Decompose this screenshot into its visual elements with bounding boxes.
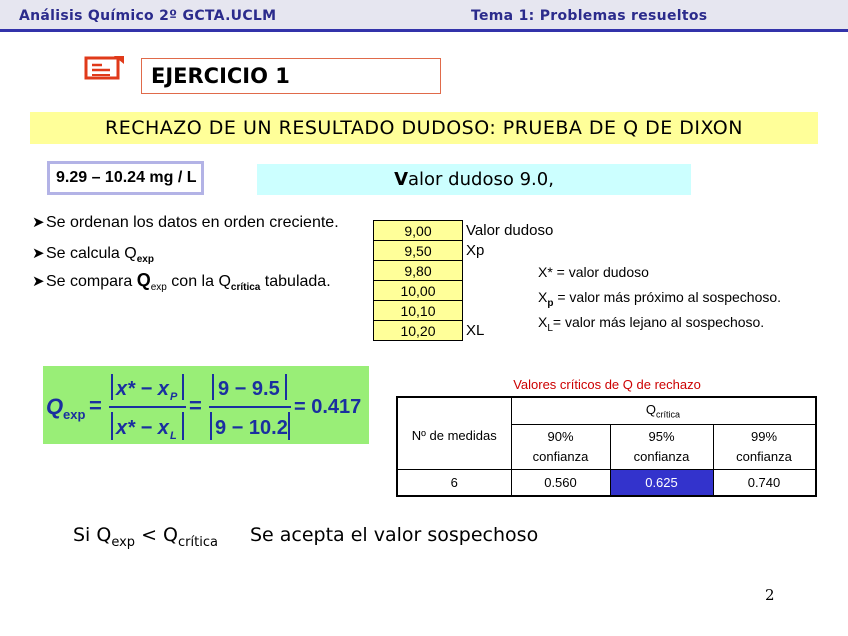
cell-q95: 0.625 (610, 470, 713, 497)
table-row (397, 470, 816, 497)
section-banner: RECHAZO DE UN RESULTADO DUDOSO: PRUEBA DE Q DE DIXON (30, 112, 818, 144)
data-label: Xp (466, 242, 485, 259)
dudoso-box (257, 164, 691, 195)
formula-den1-sub: L (170, 430, 177, 442)
formula-result: = 0.417 (294, 396, 362, 418)
q-critical-table (396, 396, 817, 497)
arrow-bullet-icon: ➤ (32, 214, 45, 231)
q-formula (43, 366, 369, 444)
page-number: 2 (765, 586, 775, 604)
note-3-post: = valor más lejano al sospechoso. (552, 314, 765, 330)
bullet-2 (32, 244, 154, 265)
conclusion-sub-exp: exp (111, 534, 136, 550)
data-value: 10,20 (374, 321, 463, 341)
svg-text:=: = (89, 393, 102, 418)
bullet-3-sub-exp: exp (150, 282, 167, 294)
q-table-title: Valores críticos de Q de rechazo (513, 377, 701, 392)
col-header-99 (713, 425, 816, 470)
conf-word: confianza (532, 449, 589, 464)
formula-num2: 9 − 9.5 (218, 378, 280, 400)
table-row (374, 221, 554, 241)
data-value: 10,10 (374, 301, 463, 321)
cell-n: 6 (397, 470, 511, 497)
bullet-1-text: Se ordenan los datos en orden creciente. (46, 214, 339, 231)
q-sub: crítica (656, 409, 681, 420)
note-1-text: X* = valor dudoso (538, 264, 649, 280)
formula-lhs: Q (46, 394, 64, 419)
conclusion-text: Se acepta el valor sospechoso (249, 524, 539, 546)
conf-pct: 95% (648, 429, 675, 444)
bullet-3-text: Se compara (46, 273, 137, 290)
note-2-post: = valor más próximo al sospechoso. (553, 289, 782, 305)
arrow-bullet-icon: ➤ (32, 245, 45, 262)
data-label: XL (466, 322, 485, 339)
note-xl (538, 314, 764, 334)
bullet-3-mid: con la Q (166, 273, 231, 290)
data-value: 9,80 (374, 261, 463, 281)
col-header-qcritica (511, 397, 816, 425)
formula-num1-sub: P (170, 391, 178, 403)
formula-lhs-sub: exp (63, 407, 86, 422)
cell-q90: 0.560 (511, 470, 610, 497)
table-row (374, 321, 554, 341)
bullet-3-q: Q (136, 270, 151, 290)
table-row (397, 397, 816, 425)
formula-num1: x* − x (116, 378, 169, 400)
formula-drawing (43, 366, 369, 444)
note-3-sub: L (547, 322, 553, 334)
bullet-2-sub: exp (136, 254, 154, 266)
table-row (374, 301, 554, 321)
conclusion-si: Si Q (73, 524, 112, 546)
data-value: 10,00 (374, 281, 463, 301)
bullet-2-text: Se calcula Q (46, 245, 137, 262)
note-3-text: X (538, 314, 548, 330)
table-row (374, 241, 554, 261)
bullet-3-sub-critica: crítica (230, 282, 261, 294)
bullet-3 (32, 270, 331, 293)
conf-pct: 99% (750, 429, 778, 444)
svg-text:=: = (189, 393, 202, 418)
table-row (374, 281, 554, 301)
conf-word: confianza (633, 449, 690, 464)
col-header-medidas: Nº de medidas (397, 397, 511, 470)
cell-q99: 0.740 (713, 470, 816, 497)
data-label: Valor dudoso (466, 222, 554, 239)
table-row (374, 261, 554, 281)
conf-pct: 90% (547, 429, 574, 444)
exercise-title: EJERCICIO 1 (141, 58, 441, 94)
note-2-text: X (538, 289, 548, 305)
bullet-1 (32, 213, 339, 232)
formula-den1: x* − x (116, 417, 169, 439)
header-topic: Tema 1: Problemas resueltos (471, 8, 708, 24)
data-value: 9,00 (374, 221, 463, 241)
data-table (373, 220, 554, 341)
formula-den2: 9 − 10.2 (215, 417, 288, 439)
dudoso-initial: V (394, 169, 409, 190)
range-box: 9.29 – 10.24 mg / L (47, 161, 204, 195)
conclusion (73, 524, 538, 550)
note-2-sub: p (547, 297, 554, 309)
arrow-bullet-icon: ➤ (32, 273, 45, 290)
conf-word: confianza (736, 449, 792, 464)
col-header-95 (610, 425, 713, 470)
data-value: 9,50 (374, 241, 463, 261)
dudoso-label: alor dudoso 9.0, (408, 169, 554, 190)
conclusion-sub-critica: crítica (178, 534, 218, 550)
note-xstar (538, 264, 649, 280)
q-label: Q (645, 402, 657, 418)
presentation-icon (84, 56, 124, 82)
conclusion-lt: < Q (135, 524, 179, 546)
header-bar (0, 0, 848, 32)
header-course: Análisis Químico 2º GCTA.UCLM (19, 8, 277, 24)
bullet-3-post: tabulada. (260, 273, 331, 290)
col-header-90 (511, 425, 610, 470)
note-xp (538, 289, 781, 309)
